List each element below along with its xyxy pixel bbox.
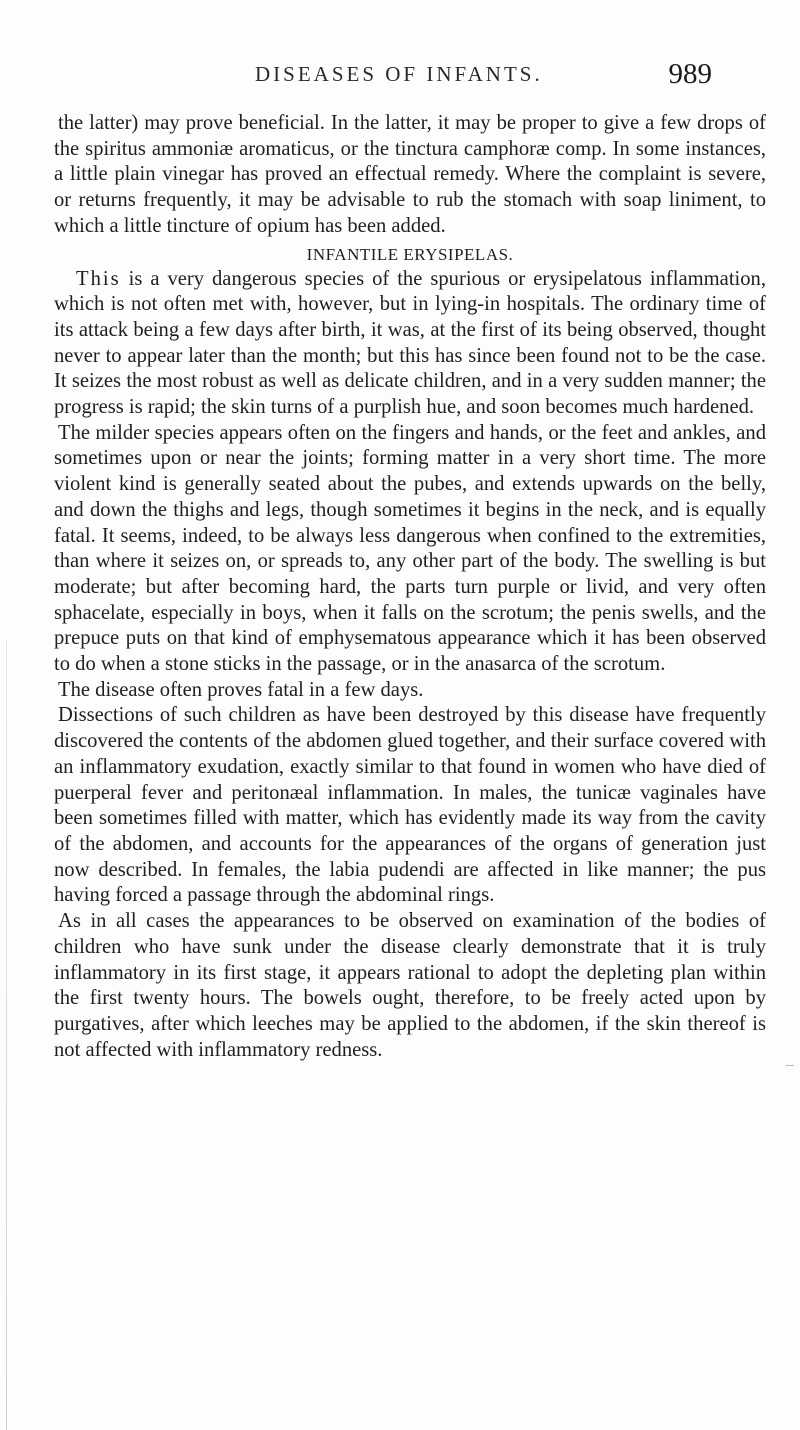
lead-word: This [76, 267, 121, 290]
running-head [0, 58, 800, 98]
section-heading: INFANTILE ERYSIPELAS. [306, 244, 514, 264]
running-title: DISEASES OF INFANTS. [255, 62, 543, 86]
paragraph-erysipelas-intro-text: is a very dangerous species of the spurious or erysipelatous inflammation, which is not often met with, however, but in lying-in hospitals. The ordinary time of its attack being a few days after birth, it was, at the first of its being observed, thought never to appear later than the month; but this has since been found not to be the case. It seizes the most robust as well as delicate children, and in a very sudden manner; the progress is rapid; the skin turns of a purplish hue, and soon becomes much hardened. [54, 267, 766, 419]
paragraph-erysipelas-intro [54, 267, 766, 421]
paragraph-milder-species: The milder species appears often on the fingers and hands, or the feet and ankles, and sometimes upon or near the joints; forming matter in a very short time. The more violent kind is generally seated about the pubes, and extends upwards on the belly, and down the thighs and legs, though sometimes it begins in the neck, and is equally fatal. It seems, indeed, to be always less dangerous when confined to the extremities, than where it seizes on, or spreads to, any other part of the body. The swelling is but moderate; but after becoming hard, the parts turn purple or livid, and very often sphacelate, especially in boys, when it falls on the scrotum; the penis swells, and the prepuce puts on that kind of emphysematous appearance which it has been observed to do when a stone sticks in the passage, or in the anasarca of the scrotum. [54, 421, 766, 676]
paragraph-fatal: The disease often proves fatal in a few days. [58, 678, 424, 701]
page-number: 989 [668, 58, 712, 90]
paragraph-treatment: As in all cases the appearances to be observed on examination of the bodies of children who have sunk under the disease clearly demonstrate that it is truly inflammatory in its first stage, it appears rational to adopt the depleting plan within the first twenty hours. The bowels ought, therefore, to be freely acted upon by purgatives, after which leeches may be applied to the abdomen, if the skin thereof is not affected with inflammatory redness. [54, 910, 766, 1061]
ink-fleck [786, 1065, 794, 1066]
body-text [54, 111, 766, 1063]
paragraph-continuation: the latter) may prove beneficial. In the latter, it may be proper to give a few drops of the spiritus ammoniæ aromaticus, or the tinctura camphoræ comp. In some instances, a little plain vinegar has proved an effectual remedy. Where the complaint is severe, or returns frequently, it may be advisable to rub the stomach with soap liniment, to which a little tincture of opium has been added. [54, 112, 766, 237]
paragraph-dissections: Dissections of such children as have been destroyed by this disease have frequently discovered the contents of the abdomen glued together, and their surface covered with an inflammatory exudation, exactly similar to that found in women who have died of puerperal fever and peritonæal inflammation. In males, the tunicæ vaginales have been sometimes filled with matter, which has evidently made its way from the cavity of the abdomen, and accounts for the appearances of the organs of generation just now described. In females, the labia pudendi are affected in like manner; the pus having forced a passage through the abdominal rings. [54, 704, 766, 907]
page-edge-shadow [6, 640, 7, 1430]
